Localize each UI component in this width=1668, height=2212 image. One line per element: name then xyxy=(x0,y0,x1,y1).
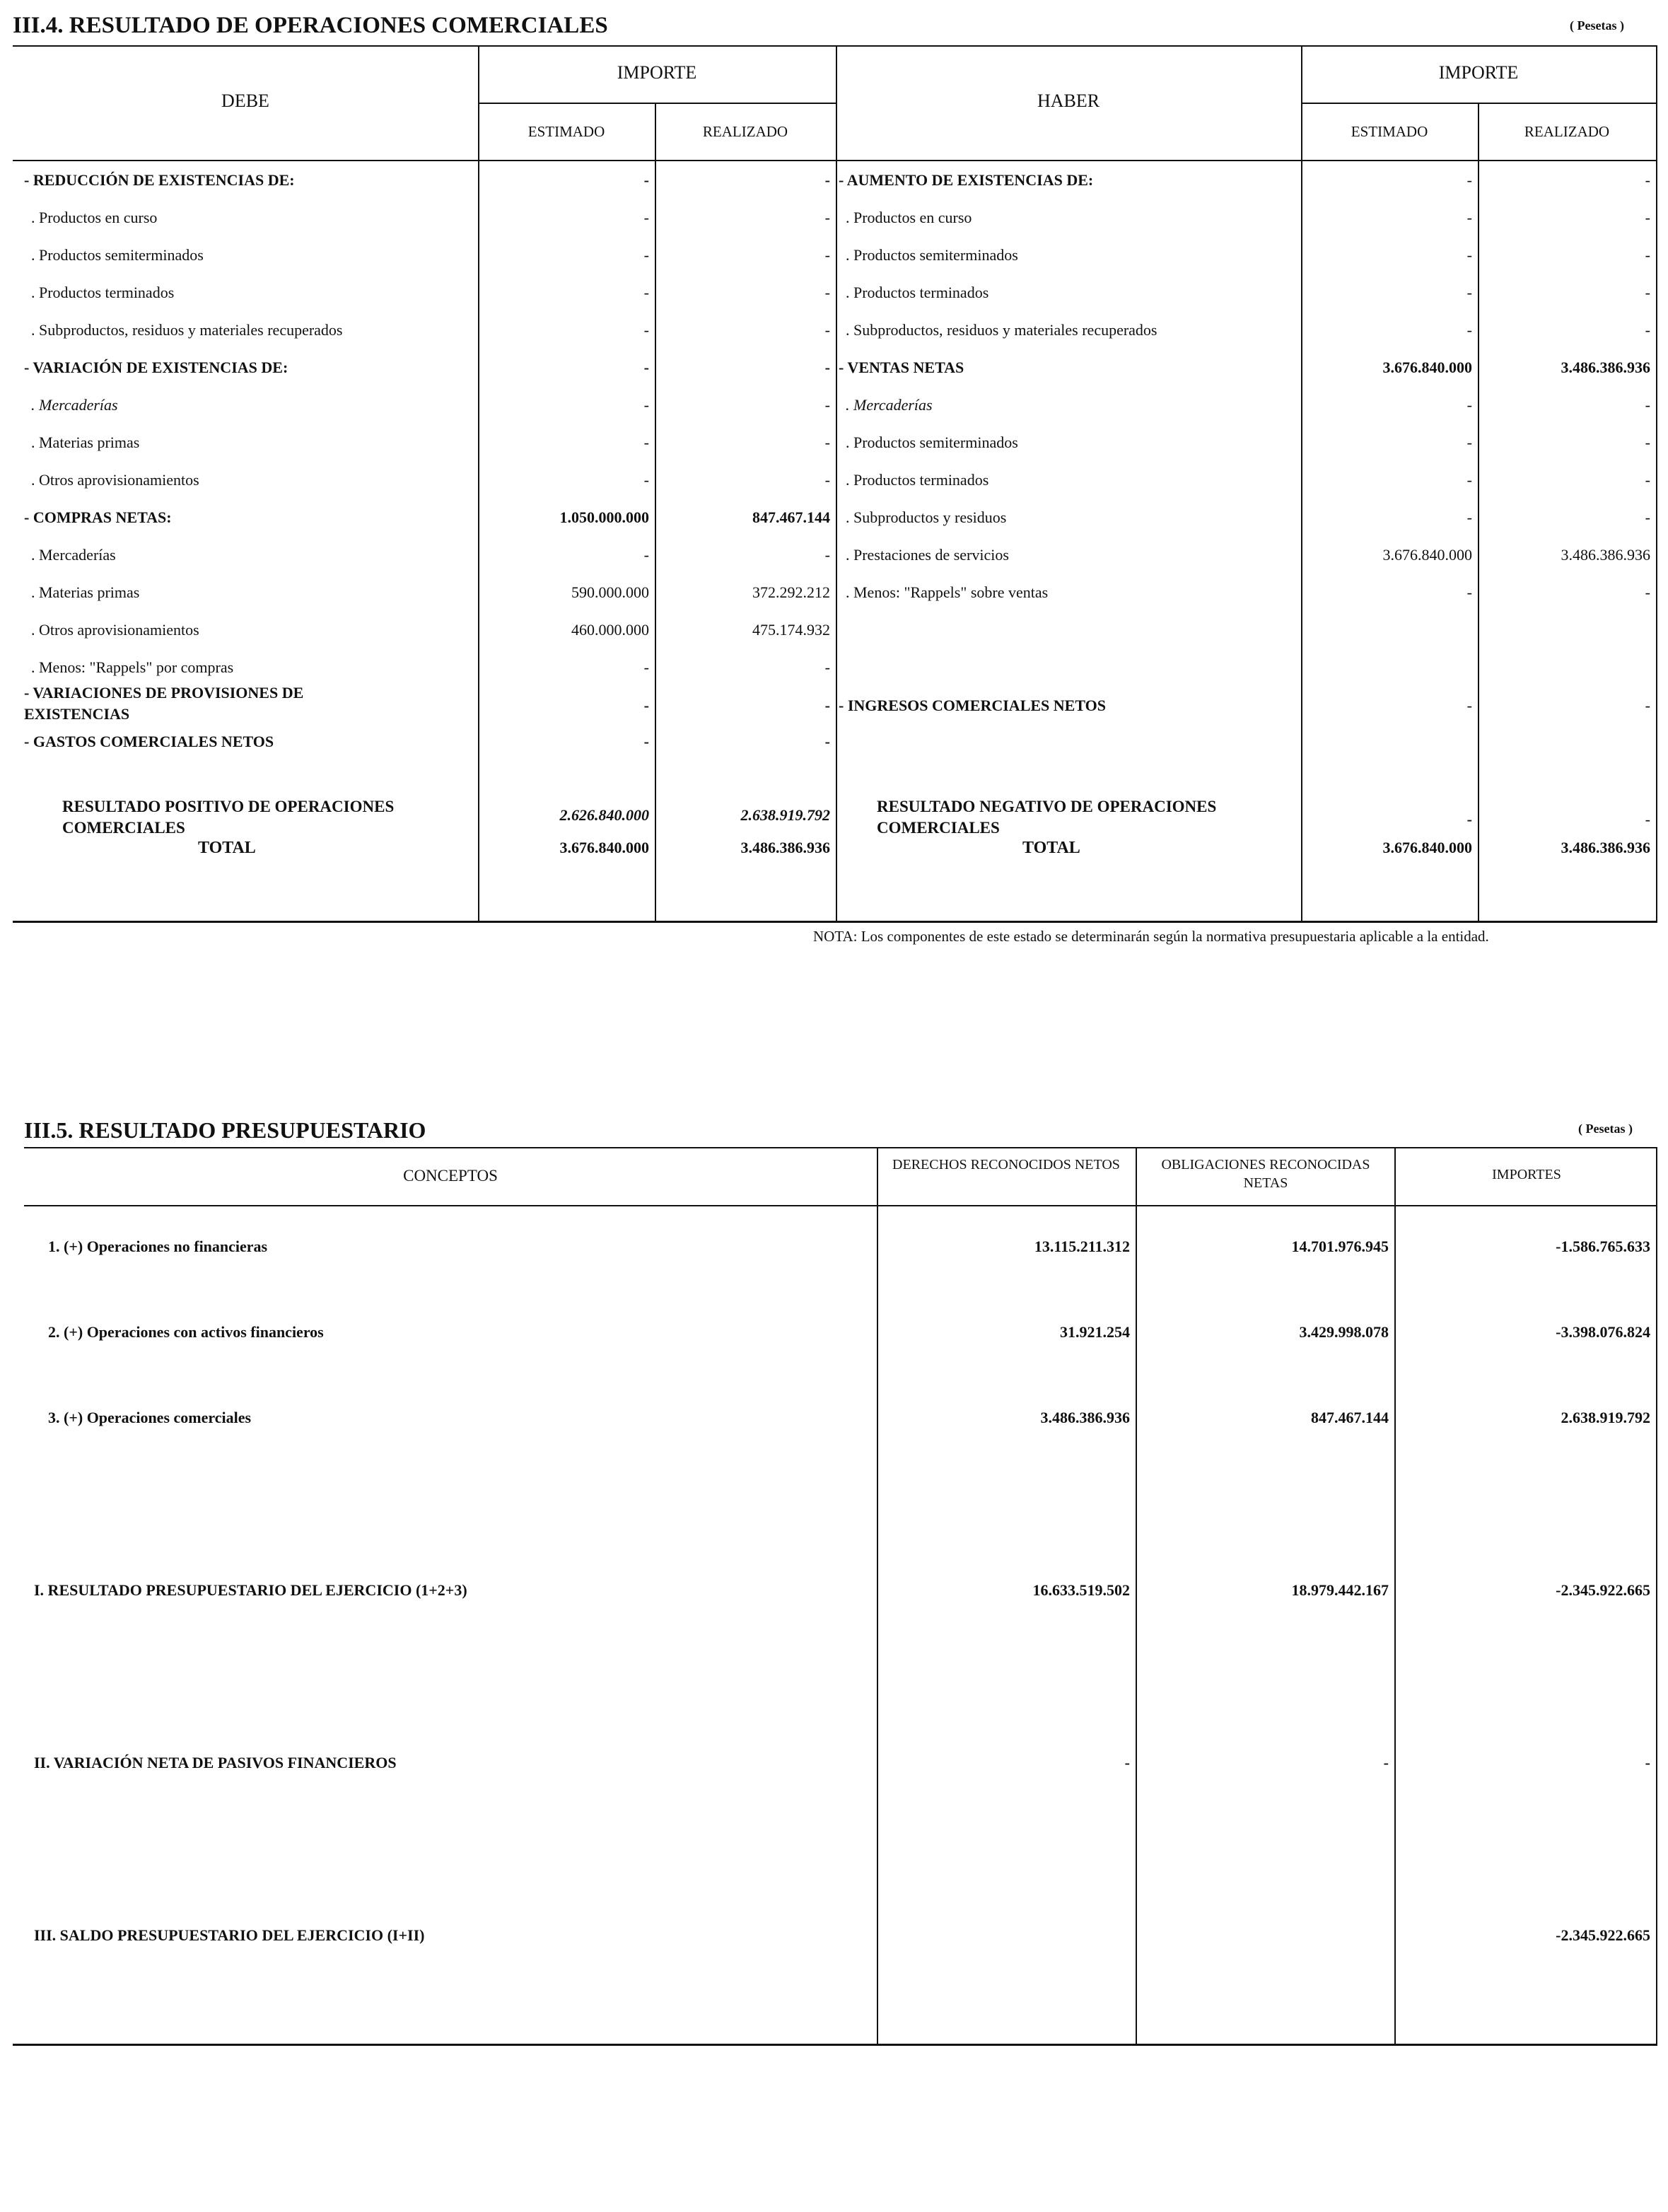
haber-row-estimado: - xyxy=(1466,209,1472,226)
debe-row-label: . Otros aprovisionamientos xyxy=(31,621,199,639)
header-haber: HABER xyxy=(1037,91,1100,111)
haber-row-realizado: - xyxy=(1645,171,1650,189)
haber-row-estimado: - xyxy=(1466,471,1472,489)
s5-row-obligaciones: 3.429.998.078 xyxy=(1299,1323,1389,1341)
debe-row-estimado: - xyxy=(643,321,649,339)
debe-row-estimado: - xyxy=(643,471,649,489)
haber-row-realizado: 3.486.386.936 xyxy=(1561,359,1650,376)
s5-row-obligaciones: - xyxy=(1383,1754,1389,1771)
haber-row-realizado: - xyxy=(1645,209,1650,226)
haber-row-label: - AUMENTO DE EXISTENCIAS DE: xyxy=(839,171,1094,189)
debe-row-realizado: 372.292.212 xyxy=(752,583,830,601)
debe-row-realizado: - xyxy=(824,171,830,189)
section-4-units: ( Pesetas ) xyxy=(1570,18,1624,33)
haber-row-label: . Productos en curso xyxy=(846,209,972,226)
s5-row-derechos: 3.486.386.936 xyxy=(1040,1409,1130,1426)
resultado-positivo-realizado: 2.638.919.792 xyxy=(740,806,830,824)
haber-row-estimado: - xyxy=(1466,246,1472,264)
section-5-units: ( Pesetas ) xyxy=(1578,1122,1633,1136)
haber-row-realizado: - xyxy=(1645,433,1650,451)
haber-row-label: . Productos semiterminados xyxy=(846,433,1018,451)
header-obligaciones: OBLIGACIONES RECONOCIDAS NETAS xyxy=(1161,1157,1370,1191)
debe-row-estimado: - xyxy=(643,209,649,226)
debe-row-estimado: - xyxy=(643,246,649,264)
s5-row-obligaciones: 18.979.442.167 xyxy=(1291,1581,1389,1599)
haber-row-label: - VENTAS NETAS xyxy=(839,359,964,376)
total-right-label: TOTAL xyxy=(1022,839,1080,857)
haber-row-estimado: - xyxy=(1466,396,1472,414)
s5-row-label: 3. (+) Operaciones comerciales xyxy=(48,1409,252,1426)
haber-row-label: . Prestaciones de servicios xyxy=(846,546,1009,564)
haber-row-estimado: - xyxy=(1466,433,1472,451)
debe-row-estimado: - xyxy=(643,359,649,376)
haber-row-label: . Productos semiterminados xyxy=(846,246,1018,264)
debe-row-label: . Otros aprovisionamientos xyxy=(31,471,199,489)
haber-row-realizado: - xyxy=(1645,471,1650,489)
total-right-estimado: 3.676.840.000 xyxy=(1382,839,1472,856)
debe-row-estimado: - xyxy=(643,433,649,451)
debe-row-label: . Materias primas xyxy=(31,433,140,451)
debe-row-estimado: 1.050.000.000 xyxy=(559,508,649,526)
s5-row-label: III. SALDO PRESUPUESTARIO DEL EJERCICIO (I+II) xyxy=(34,1926,425,1944)
debe-row-estimado: - xyxy=(643,284,649,301)
total-left-estimado: 3.676.840.000 xyxy=(559,839,649,856)
haber-row-estimado: - xyxy=(1466,171,1472,189)
s5-row-label: I. RESULTADO PRESUPUESTARIO DEL EJERCICIO (1+2+3) xyxy=(34,1581,467,1599)
debe-row-label: . Materias primas xyxy=(31,583,140,601)
debe-row-estimado: - xyxy=(643,171,649,189)
debe-row-estimado: 460.000.000 xyxy=(571,621,649,639)
resultado-negativo-estimado: - xyxy=(1466,810,1472,828)
section-4-note: NOTA: Los componentes de este estado se determinarán según la normativa presupuestaria aplicable a la entidad. xyxy=(813,928,1489,945)
s5-row-derechos: - xyxy=(1124,1754,1130,1771)
haber-row-label: . Subproductos, residuos y materiales recuperados xyxy=(846,321,1157,339)
s5-row-importes: 2.638.919.792 xyxy=(1561,1409,1650,1426)
haber-row-estimado: 3.676.840.000 xyxy=(1382,359,1472,376)
debe-row-realizado: - xyxy=(824,321,830,339)
debe-row-estimado: - xyxy=(643,546,649,564)
debe-row-realizado: 847.467.144 xyxy=(752,508,830,526)
debe-row-estimado: - xyxy=(643,396,649,414)
s5-row-importes: -3.398.076.824 xyxy=(1556,1323,1650,1341)
header-importe-right: IMPORTE xyxy=(1438,62,1519,83)
debe-row-estimado: - xyxy=(643,733,649,750)
debe-row-realizado: - xyxy=(824,433,830,451)
debe-row-label: . Menos: "Rappels" por compras xyxy=(31,658,234,676)
header-importe-left: IMPORTE xyxy=(617,62,697,83)
debe-row-label: . Productos semiterminados xyxy=(31,246,204,264)
s5-row-importes: -2.345.922.665 xyxy=(1556,1926,1650,1944)
s5-row-label: 2. (+) Operaciones con activos financieros xyxy=(48,1323,324,1341)
debe-row-estimado: 590.000.000 xyxy=(571,583,649,601)
s5-row-obligaciones: 14.701.976.945 xyxy=(1291,1238,1389,1255)
debe-row-realizado: - xyxy=(824,658,830,676)
section-4-title: III.4. RESULTADO DE OPERACIONES COMERCIALES xyxy=(13,13,608,38)
header-importes: IMPORTES xyxy=(1492,1167,1561,1182)
s5-row-derechos: 13.115.211.312 xyxy=(1034,1238,1130,1255)
debe-row-label: . Productos terminados xyxy=(31,284,175,301)
total-left-realizado: 3.486.386.936 xyxy=(740,839,830,856)
haber-row-realizado: - xyxy=(1645,246,1650,264)
s5-row-label: 1. (+) Operaciones no financieras xyxy=(48,1238,268,1255)
haber-row-realizado: - xyxy=(1645,284,1650,301)
debe-row-realizado: 475.174.932 xyxy=(752,621,830,639)
haber-row-realizado: - xyxy=(1645,396,1650,414)
debe-row-label: - VARIACIÓN DE EXISTENCIAS DE: xyxy=(24,359,288,376)
s5-row-importes: -1.586.765.633 xyxy=(1556,1238,1650,1255)
header-conceptos: CONCEPTOS xyxy=(403,1167,498,1184)
header-estimado-left: ESTIMADO xyxy=(527,123,605,140)
s5-row-derechos: 31.921.254 xyxy=(1060,1323,1130,1341)
haber-row-realizado: - xyxy=(1645,583,1650,601)
debe-row-realizado: - xyxy=(824,733,830,750)
debe-row-label: . Productos en curso xyxy=(31,209,158,226)
haber-row-estimado: - xyxy=(1466,284,1472,301)
debe-row-estimado: - xyxy=(643,697,649,714)
debe-row-label: - COMPRAS NETAS: xyxy=(24,508,172,526)
total-left-label: TOTAL xyxy=(198,839,256,857)
debe-row-label: . Subproductos, residuos y materiales recuperados xyxy=(31,321,343,339)
debe-row-label: . Mercaderías xyxy=(31,396,118,414)
debe-row-label: . Mercaderías xyxy=(31,546,116,564)
haber-row-label: - INGRESOS COMERCIALES NETOS xyxy=(839,697,1106,714)
haber-row-estimado: 3.676.840.000 xyxy=(1382,546,1472,564)
debe-row-realizado: - xyxy=(824,246,830,264)
haber-row-realizado: - xyxy=(1645,508,1650,526)
header-estimado-right: ESTIMADO xyxy=(1351,123,1428,140)
s5-row-importes: -2.345.922.665 xyxy=(1556,1581,1650,1599)
haber-row-label: . Productos terminados xyxy=(846,471,989,489)
debe-row-realizado: - xyxy=(824,359,830,376)
haber-row-label: . Mercaderías xyxy=(846,396,933,414)
resultado-positivo-label: RESULTADO POSITIVO DE OPERACIONES COMERCIALES xyxy=(62,798,395,837)
debe-row-realizado: - xyxy=(824,209,830,226)
total-right-realizado: 3.486.386.936 xyxy=(1561,839,1650,856)
header-realizado-right: REALIZADO xyxy=(1524,123,1610,140)
debe-row-label: - VARIACIONES DE PROVISIONES DE EXISTENCIAS xyxy=(24,684,304,723)
resultado-positivo-estimado: 2.626.840.000 xyxy=(559,806,649,824)
s5-row-importes: - xyxy=(1645,1754,1650,1771)
haber-row-estimado: - xyxy=(1466,508,1472,526)
s5-row-label: II. VARIACIÓN NETA DE PASIVOS FINANCIEROS xyxy=(34,1754,397,1771)
debe-row-realizado: - xyxy=(824,471,830,489)
debe-row-label: - GASTOS COMERCIALES NETOS xyxy=(24,733,274,750)
haber-row-label: . Subproductos y residuos xyxy=(846,508,1007,526)
haber-row-realizado: - xyxy=(1645,321,1650,339)
debe-row-estimado: - xyxy=(643,658,649,676)
haber-row-estimado: - xyxy=(1466,697,1472,714)
s5-row-derechos: 16.633.519.502 xyxy=(1032,1581,1130,1599)
header-derechos: DERECHOS RECONOCIDOS NETOS xyxy=(892,1157,1120,1172)
section-5-title: III.5. RESULTADO PRESUPUESTARIO xyxy=(24,1117,426,1143)
haber-row-label: . Menos: "Rappels" sobre ventas xyxy=(846,583,1049,601)
debe-row-realizado: - xyxy=(824,697,830,714)
haber-row-label: . Productos terminados xyxy=(846,284,989,301)
haber-row-realizado: 3.486.386.936 xyxy=(1561,546,1650,564)
header-realizado-left: REALIZADO xyxy=(702,123,788,140)
haber-row-realizado: - xyxy=(1645,697,1650,714)
resultado-negativo-realizado: - xyxy=(1645,810,1650,828)
s5-row-obligaciones: 847.467.144 xyxy=(1311,1409,1389,1426)
debe-row-realizado: - xyxy=(824,546,830,564)
resultado-negativo-label: RESULTADO NEGATIVO DE OPERACIONES COMERCIALES xyxy=(877,798,1217,837)
debe-row-realizado: - xyxy=(824,396,830,414)
haber-row-estimado: - xyxy=(1466,583,1472,601)
debe-row-label: - REDUCCIÓN DE EXISTENCIAS DE: xyxy=(24,171,295,189)
haber-row-estimado: - xyxy=(1466,321,1472,339)
header-debe: DEBE xyxy=(221,91,269,111)
debe-row-realizado: - xyxy=(824,284,830,301)
